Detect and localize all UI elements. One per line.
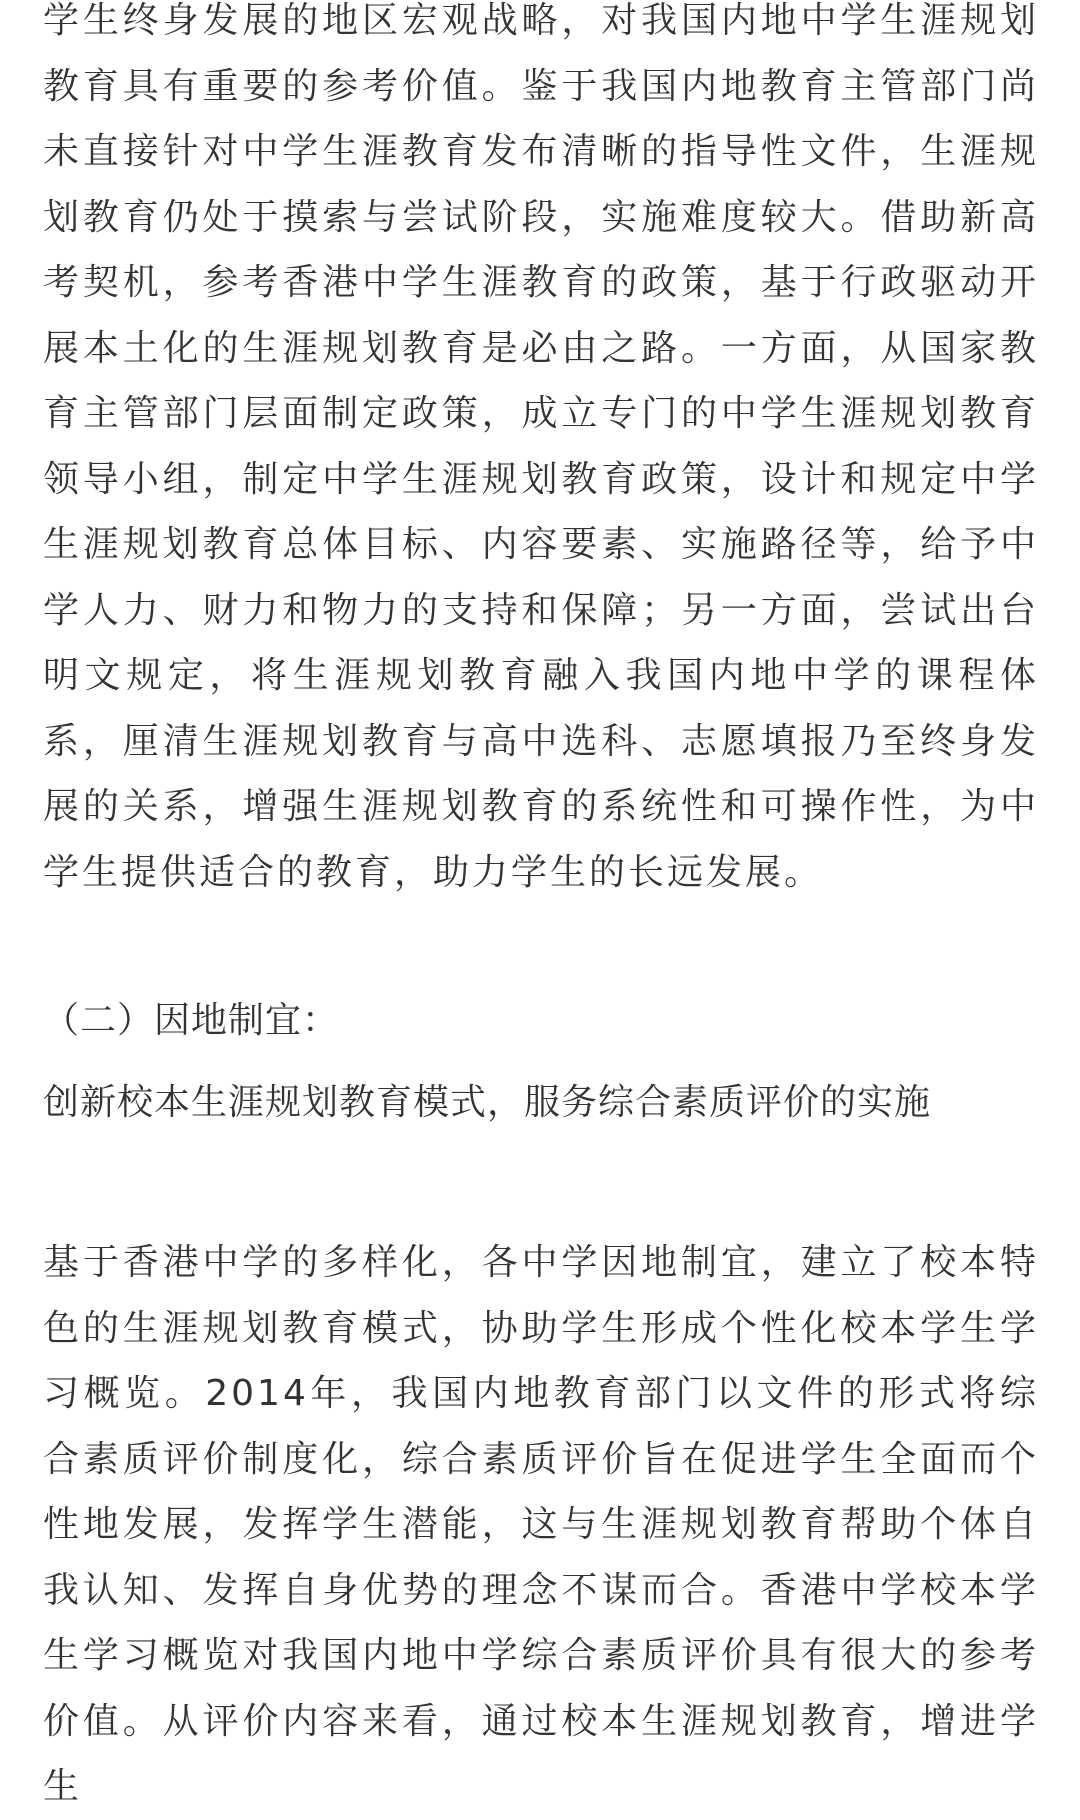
- paragraph-school-based: 基于香港中学的多样化，各中学因地制宜，建立了校本特色的生涯规划教育模式，协助学生形成个性化校本学生学习概览。2014年，我国内地教育部门以文件的形式将综合素质评价制度化，综合素质评价旨在促进学生全面而个性地发展，发挥学生潜能，这与生涯规划教育帮助个体自我认知、发挥自身优势的理念不谋而合。香港中学校本学生学习概览对我国内地中学综合素质评价具有很大的参考价值。从评价内容来看，通过校本生涯规划教育，增进学生: [43, 1242, 1039, 1807]
- paragraph-policy: 学生终身发展的地区宏观战略，对我国内地中学生涯规划教育具有重要的参考价值。鉴于我国内地教育主管部门尚未直接针对中学生涯教育发布清晰的指导性文件，生涯规划教育仍处于摸索与尝试阶段，实施难度较大。借助新高考契机，参考香港中学生涯教育的政策，基于行政驱动开展本土化的生涯规划教育是必由之路。一方面，从国家教育主管部门层面制定政策，成立专门的中学生涯规划教育领导小组，制定中学生涯规划教育政策，设计和规定中学生涯规划教育总体目标、内容要素、实施路径等，给予中学人力、财力和物力的支持和保障；另一方面，尝试出台明文规定，将生涯规划教育融入我国内地中学的课程体系，厘清生涯规划教育与高中选科、志愿填报乃至终身发展的关系，增强生涯规划教育的系统性和可操作性，为中学生提供适合的教育，助力学生的长远发展。: [43, 0, 1039, 893]
- section-subheading: 创新校本生涯规划教育模式，服务综合素质评价的实施: [43, 1082, 932, 1123]
- section-heading: （二）因地制宜：: [43, 1000, 340, 1041]
